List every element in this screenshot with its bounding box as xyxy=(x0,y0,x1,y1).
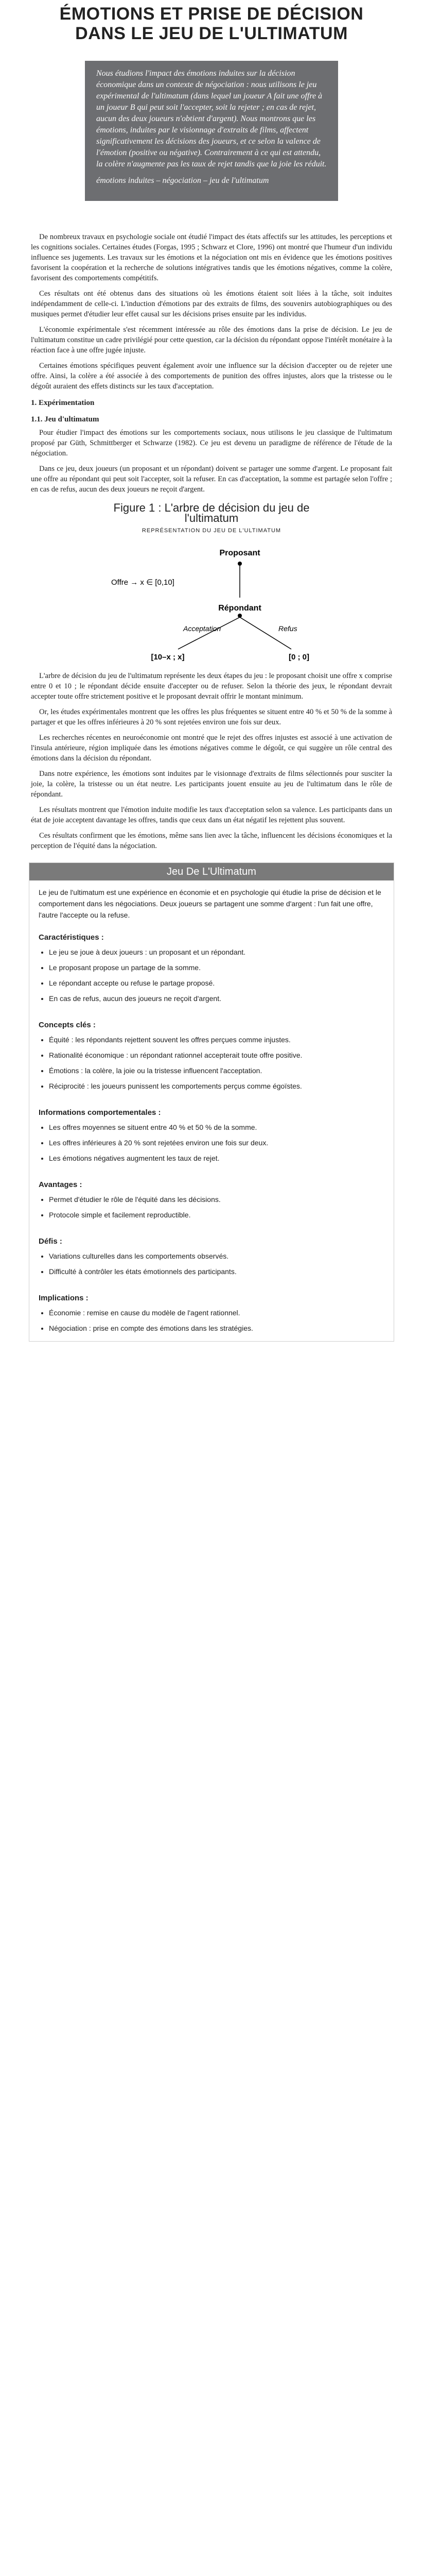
summary-item: • Négociation : prise en compte des émotions dans les stratégies. xyxy=(49,1323,384,1334)
summary-card-intro: Le jeu de l'ultimatum est une expérience en économie et en psychologie qui étudie la prise de décision et le comportement dans les négociations. Deux joueurs se partagent une somme d'argent : l'un fait une offre, l'autre l'accepte ou la refuse. xyxy=(39,888,381,919)
refus-branch-line xyxy=(240,617,291,649)
page-title xyxy=(0,0,423,43)
summary-item: • Les offres inférieures à 20 % sont rejetées environ une fois sur deux. xyxy=(49,1137,384,1148)
payoff-accept: [10–x ; x] xyxy=(151,653,185,662)
summary-item: • Le répondant accepte ou refuse le partage proposé. xyxy=(49,977,384,989)
body-paragraph: Pour étudier l'impact des émotions sur les comportements sociaux, nous utilisons le jeu classique de l'ultimatum proposé par Güth, Schmittberger et Schwarze (1982). Ce jeu est devenu un paradigme de référence de l'étude de la négociation. xyxy=(31,429,392,457)
summary-item: • Variations culturelles dans les comportements observés. xyxy=(49,1250,384,1262)
body-paragraph: Ces résultats confirment que les émotions, même sans lien avec la tâche, influencent les décisions économiques et la perception de l'équité dans la négociation. xyxy=(31,832,392,850)
summary-section xyxy=(29,1171,394,1228)
payoff-refus: [0 ; 0] xyxy=(288,653,310,662)
body-paragraph: De nombreux travaux en psychologie sociale ont étudié l'impact des états affectifs sur les attitudes, les perceptions et les cognitions sociales. Certaines études (Forgas, 1995 ; Schwarz et Clore, 1996) ont montré que l'humeur d'un individu influence ses jugements. Les travaux sur les émotions et la négociation ont mis en évidence que les émotions positives favorisent la coopération et la recherche de solutions intégratives tandis que les émotions négatives, comme la colère, favorisent des comportements compétitifs. xyxy=(31,233,392,282)
summary-item: • Réciprocité : les joueurs punissent les comportements perçus comme égoïstes. xyxy=(49,1080,384,1092)
title-line-1: ÉMOTIONS ET PRISE DE DÉCISION xyxy=(59,4,364,24)
figure-caption: Figure 1 : L'arbre de décision du jeu de l'ultimatum xyxy=(113,501,310,524)
offer-label: Offre → x ∈ [0,10] xyxy=(111,578,174,587)
summary-section-heading: Concepts clés : xyxy=(39,1021,96,1029)
section-heading: 1. Expérimentation xyxy=(31,399,95,407)
abstract-text: Nous étudions l'impact des émotions induites sur la décision économique dans un contexte de négociation : nous utilisons le jeu expérimental de l'ultimatum (dans lequel un joueur A fait une offre à un joueur B qui peut soit l'accepter, soit la rejeter ; en cas de rejet, aucun des deux joueurs n'obtient d'argent). Nous montrons que les émotions, induites par le visionnage d'extraits de films, affectent significativement les décisions des joueurs, et ce selon la valence de l'émotion (positive ou négative). Contrairement à ce qui est attendu, la colère n'augmente pas les taux de rejet tandis que la joie les réduit. xyxy=(96,69,327,168)
body-paragraph: Les recherches récentes en neuroéconomie ont montré que le rejet des offres injustes est associé à une activation de l'insula antérieure, région impliquée dans les émotions négatives comme le dégoût, ce qui suggère un rôle central des émotions dans la décision du répondant. xyxy=(31,734,392,762)
body-paragraph: Ces résultats ont été obtenus dans des situations où les émotions étaient soit liées à la tâche, soit induites indépendamment de celle-ci. L'induction d'émotions par des extraits de films, des souvenirs autobiographiques ou des musiques permet d'étudier leur effet causal sur les décisions prises ensuite par les individus. xyxy=(31,290,392,318)
summary-item: • Protocole simple et facilement reproductible. xyxy=(49,1209,384,1221)
node-repondant: Répondant xyxy=(218,604,261,613)
ultimatum-summary-card xyxy=(29,862,394,1342)
summary-item: • Les offres moyennes se situent entre 40 % et 50 % de la somme. xyxy=(49,1122,384,1133)
summary-section-heading: Défis : xyxy=(39,1237,62,1246)
summary-item: • Rationalité économique : un répondant rationnel accepterait toute offre positive. xyxy=(49,1049,384,1061)
figure-subtitle: REPRÉSENTATION DU JEU DE L'ULTIMATUM xyxy=(142,528,281,534)
summary-item: • Émotions : la colère, la joie ou la tristesse influencent l'acceptation. xyxy=(49,1065,384,1076)
body-paragraph: Certaines émotions spécifiques peuvent également avoir une influence sur la décision d'accepter ou de rejeter une offre. Ainsi, la colère a été associée à des comportements de punition des offres injustes, alors que la tristesse ou le dégoût auraient des effets distincts sur les taux d'acceptation. xyxy=(31,362,392,391)
summary-item: • Le jeu se joue à deux joueurs : un proposant et un répondant. xyxy=(49,946,384,958)
summary-item: • En cas de refus, aucun des joueurs ne reçoit d'argent. xyxy=(49,993,384,1004)
summary-item: • Économie : remise en cause du modèle de l'agent rationnel. xyxy=(49,1307,384,1318)
summary-section-heading: Avantages : xyxy=(39,1180,82,1189)
summary-section-heading: Caractéristiques : xyxy=(39,933,104,942)
body-paragraph: Dans notre expérience, les émotions sont induites par le visionnage d'extraits de films sélectionnés pour susciter la joie, la colère, la tristesse ou un état neutre. Les participants jouent ensuite au jeu de l'ultimatum dans le rôle de répondant. xyxy=(31,770,392,799)
body-paragraph: L'économie expérimentale s'est récemment intéressée au rôle des émotions dans la prise de décision. Le jeu de l'ultimatum constitue un cadre privilégié pour cette question, car la décision du répondant oppose l'intérêt monétaire à la réaction face à une offre jugée injuste. xyxy=(31,326,392,354)
node-proposant: Proposant xyxy=(219,549,260,557)
abstract-keywords: émotions induites – négociation – jeu de l'ultimatum xyxy=(96,176,269,185)
summary-section xyxy=(29,1011,394,1099)
summary-section-heading: Implications : xyxy=(39,1294,89,1302)
refus-label: Refus xyxy=(278,624,297,633)
body-paragraph: Or, les études expérimentales montrent que les offres les plus fréquentes se situent entre 40 % et 50 % de la somme à partager et que les offres inférieures à 20 % sont rejetées environ une fois sur deux. xyxy=(31,708,392,726)
summary-section xyxy=(29,1228,394,1284)
decision-tree-diagram xyxy=(101,536,322,665)
summary-item: • Difficulté à contrôler les états émotionnels des participants. xyxy=(49,1266,384,1277)
title-line-2: DANS LE JEU DE L'ULTIMATUM xyxy=(75,24,348,43)
summary-item: • Équité : les répondants rejettent souvent les offres perçues comme injustes. xyxy=(49,1034,384,1045)
body-paragraph: Dans ce jeu, deux joueurs (un proposant et un répondant) doivent se partager une somme d'argent. Le proposant fait une offre au répondant qui peut soit l'accepter, soit la refuser. En cas d'acceptation, la somme est partagée selon l'offre ; en cas de refus, aucun des deux joueurs ne reçoit d'argent. xyxy=(31,465,392,494)
figure-decision-tree xyxy=(101,503,322,665)
subsection-heading: 1.1. Jeu d'ultimatum xyxy=(31,415,99,423)
body-paragraph: Les résultats montrent que l'émotion induite modifie les taux d'acceptation selon sa valence. Les participants dans un état de joie acceptent davantage les offres, tandis que ceux dans un état négatif les rejettent plus souvent. xyxy=(31,806,392,824)
summary-item: • Les émotions négatives augmentent les taux de rejet. xyxy=(49,1153,384,1164)
summary-section-heading: Informations comportementales : xyxy=(39,1108,161,1117)
summary-item: • Permet d'étudier le rôle de l'équité dans les décisions. xyxy=(49,1194,384,1205)
body-paragraph: L'arbre de décision du jeu de l'ultimatum représente les deux étapes du jeu : le proposant choisit une offre x comprise entre 0 et 10 ; le répondant décide ensuite d'accepter ou de refuser. Selon la théorie des jeux, le répondant devrait accepter toute offre strictement positive et le proposant devrait offrir le montant minimum. xyxy=(31,672,392,701)
proposant-node-dot xyxy=(238,562,242,566)
summary-section xyxy=(29,1284,394,1341)
accept-branch-line xyxy=(178,617,240,649)
repondant-node-dot xyxy=(238,614,242,618)
article-body xyxy=(0,201,423,851)
summary-section xyxy=(29,1099,394,1171)
summary-section xyxy=(29,924,394,1011)
abstract-box xyxy=(85,61,338,201)
summary-item: • Le proposant propose un partage de la somme. xyxy=(49,962,384,973)
accept-label: Acceptation xyxy=(183,624,221,633)
summary-card-header: Jeu De L'Ultimatum xyxy=(29,863,394,880)
